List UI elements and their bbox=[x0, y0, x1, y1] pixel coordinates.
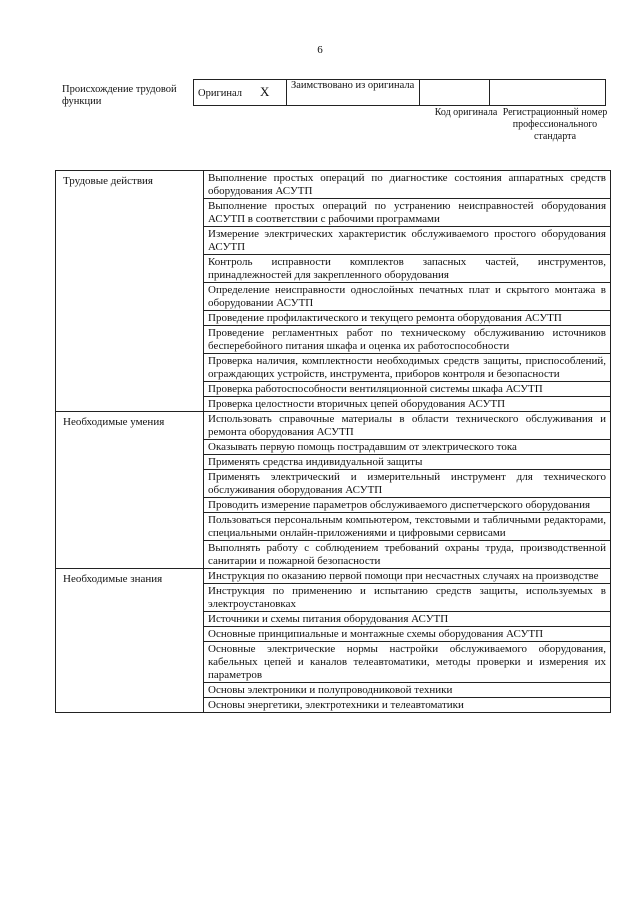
original-label: Оригинал bbox=[198, 88, 242, 99]
section-item: Оказывать первую помощь пострадавшим от электрического тока bbox=[204, 440, 611, 455]
section-item: Выполнение простых операций по диагностике состояния аппаратных средств оборудования АСУТП bbox=[204, 171, 611, 199]
section-item: Проверка работоспособности вентиляционной системы шкафа АСУТП bbox=[204, 382, 611, 397]
section-item: Основы электроники и полупроводниковой техники bbox=[204, 683, 611, 698]
section-item: Применять электрический и измерительный инструмент для технического обслуживания оборудования АСУТП bbox=[204, 470, 611, 498]
section-item: Пользоваться персональным компьютером, текстовыми и табличными редакторами, специальными онлайн-приложениями и цифровыми сервисами bbox=[204, 513, 611, 541]
section-item: Использовать справочные материалы в области технического обслуживания и ремонта оборудования АСУТП bbox=[204, 412, 611, 440]
section-item: Выполнять работу с соблюдением требований охраны труда, производственной санитарии и пожарной безопасности bbox=[204, 541, 611, 569]
section-item: Измерение электрических характеристик обслуживаемого простого оборудования АСУТП bbox=[204, 227, 611, 255]
origin-label: Происхождение трудовой функции bbox=[62, 84, 177, 107]
section-item: Источники и схемы питания оборудования АСУТП bbox=[204, 612, 611, 627]
section-item: Определение неисправности однослойных печатных плат и скрытого монтажа в оборудовании АСУТП bbox=[204, 283, 611, 311]
section-item: Проведение профилактического и текущего ремонта оборудования АСУТП bbox=[204, 311, 611, 326]
table-row bbox=[56, 412, 611, 440]
section-item: Основные принципиальные и монтажные схемы оборудования АСУТП bbox=[204, 627, 611, 642]
section-item: Выполнение простых операций по устранению неисправностей оборудования АСУТП в соответствии с рабочими программами bbox=[204, 199, 611, 227]
section-title: Необходимые знания bbox=[56, 569, 204, 713]
labor-function-table bbox=[55, 170, 611, 713]
section-item: Основы энергетики, электротехники и телеавтоматики bbox=[204, 698, 611, 713]
section-item: Применять средства индивидуальной защиты bbox=[204, 455, 611, 470]
section-title: Трудовые действия bbox=[56, 171, 204, 412]
section-item: Проводить измерение параметров обслуживаемого диспетчерского оборудования bbox=[204, 498, 611, 513]
section-item: Контроль исправности комплектов запасных частей, инструментов, принадлежностей для закрепленного оборудования bbox=[204, 255, 611, 283]
original-code-cell bbox=[420, 80, 490, 106]
reg-number-cell bbox=[490, 80, 606, 106]
code-caption: Код оригинала bbox=[434, 107, 498, 118]
section-title: Необходимые умения bbox=[56, 412, 204, 569]
table-row bbox=[56, 569, 611, 584]
section-item: Инструкция по применению и испытанию средств защиты, используемых в электроустановках bbox=[204, 584, 611, 612]
original-mark: X bbox=[260, 84, 270, 99]
original-cell bbox=[194, 80, 287, 106]
section-item: Основные электрические нормы настройки обслуживаемого оборудования, кабельных цепей и каналов телеавтоматики, методы проверки и измерения их параметров bbox=[204, 642, 611, 683]
origin-table bbox=[193, 79, 606, 106]
section-item: Проверка целостности вторичных цепей оборудования АСУТП bbox=[204, 397, 611, 412]
table-row bbox=[56, 171, 611, 199]
section-item: Инструкция по оказанию первой помощи при несчастных случаях на производстве bbox=[204, 569, 611, 584]
page-number: 6 bbox=[317, 44, 323, 56]
reg-number-caption: Регистрационный номер профессионального стандарта bbox=[502, 107, 608, 142]
borrowed-cell: Заимствовано из оригинала bbox=[287, 80, 420, 106]
section-item: Проверка наличия, комплектности необходимых средств защиты, приспособлений, ограждающих устройств, инструмента, приборов контроля и безопасности bbox=[204, 354, 611, 382]
section-item: Проведение регламентных работ по техническому обслуживанию источников бесперебойного питания шкафа и оценка их работоспособности bbox=[204, 326, 611, 354]
